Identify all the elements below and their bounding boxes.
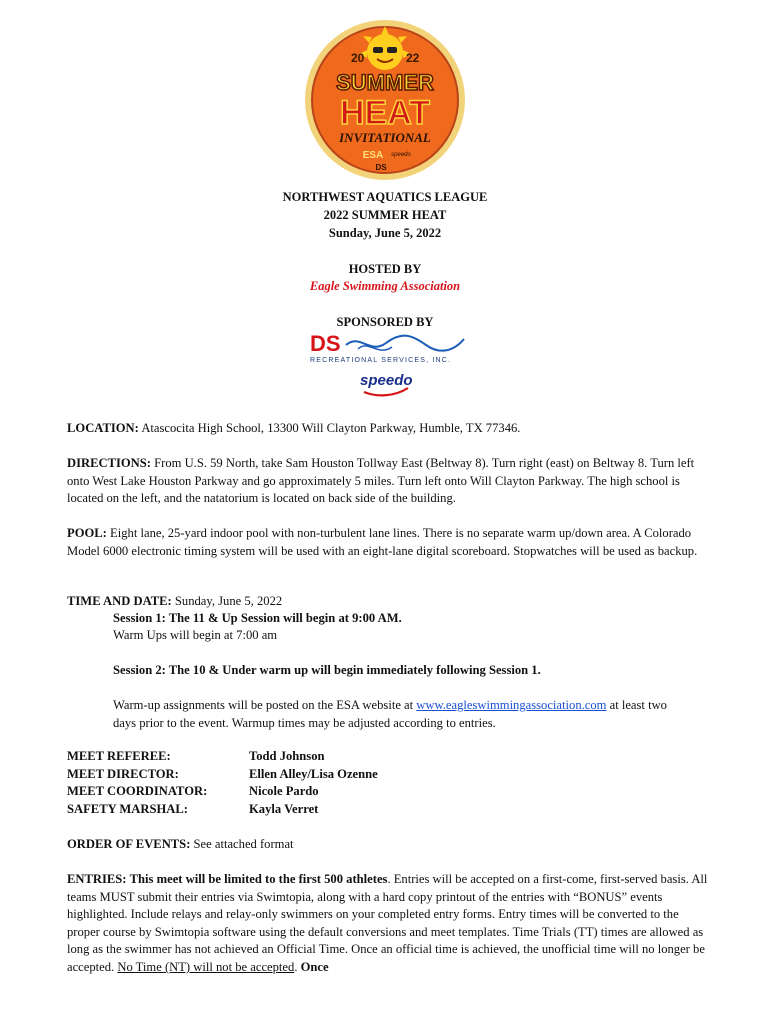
staff-role: MEET COORDINATOR: xyxy=(67,784,208,799)
staff-row xyxy=(67,801,378,819)
time-date-label: TIME AND DATE: xyxy=(67,594,172,608)
warmup-post-text: at least two days prior to the event. Warmup times may be adjusted according to entries. xyxy=(113,698,667,730)
no-time-note: No Time (NT) will not be accepted xyxy=(117,959,295,974)
entries-label: ENTRIES: xyxy=(67,872,127,886)
warmup-assignments xyxy=(113,697,683,732)
pool-label: POOL: xyxy=(67,526,107,540)
directions-text: From U.S. 59 North, take Sam Houston Tollway East (Beltway 8). Turn right (east) on Beltway 8. Turn left onto West Lake Houston Parkway and go approximately 5 miles. Turn left onto Will Clayton Parkway. The high school is located on the left, and the natatorium is located on back side of the building. xyxy=(67,456,695,506)
logo-year-right: 22 xyxy=(406,51,420,65)
session1-warmup-text: Warm Ups will begin at 7:00 am xyxy=(113,628,278,642)
logo-badge-ds: DS xyxy=(375,163,387,172)
location-section xyxy=(67,420,712,438)
logo-badge-esa: ESA xyxy=(362,150,384,161)
event-title: 2022 SUMMER HEAT xyxy=(323,208,447,222)
logo-word-heat: HEAT xyxy=(339,94,431,132)
entries-text: . Entries will be accepted on a first-come, first-served basis. All teams MUST submit their entries via Swimtopia, along with a hard copy printout of the entries with “BONUS” events highlighted. Include relays and relay-only swimmers on your completed entry forms. Entry times will be converted to the proper course by Swimtopia software using the default conversions and meet templates. Time Trials (TT) times are allowed as long as the swimmer has not achieved an Official Time. Once an official time is achieved, the unofficial time will no longer be accepted. xyxy=(67,872,708,974)
order-label: ORDER OF EVENTS: xyxy=(67,837,191,851)
order-text: See attached format xyxy=(193,837,294,851)
staff-name: Todd Johnson xyxy=(249,749,325,763)
time-date-text: Sunday, June 5, 2022 xyxy=(174,594,283,608)
entries-section xyxy=(67,871,712,977)
speedo-logo xyxy=(358,369,416,399)
staff-role: MEET DIRECTOR: xyxy=(67,766,179,781)
wave-icon xyxy=(346,336,464,351)
entries-tail-bold: Once xyxy=(300,959,329,974)
staff-row xyxy=(67,748,378,766)
time-date-section xyxy=(67,593,712,611)
location-label: LOCATION: xyxy=(67,421,139,435)
order-section xyxy=(67,836,712,854)
logo-badge-speedo: speedo xyxy=(391,152,411,158)
meet-staff-list xyxy=(67,748,378,818)
host-name: Eagle Swimming Association xyxy=(309,279,461,293)
logo-year-left: 20 xyxy=(351,51,365,65)
location-text: Atascocita High School, 13300 Will Clayton Parkway, Humble, TX 77346. xyxy=(141,421,521,435)
warmup-pre-text: Warm-up assignments will be posted on the ESA website at xyxy=(113,698,417,712)
pool-text: Eight lane, 25-yard indoor pool with non-turbulent lane lines. There is no separate warm up/down area. A Colorado Model 6000 electronic timing system will be used with an eight-lane digital scoreboard. Stopwatches will be used as backup. xyxy=(67,526,698,558)
league-title: NORTHWEST AQUATICS LEAGUE xyxy=(282,190,488,204)
sponsored-by-label: SPONSORED BY xyxy=(336,315,434,329)
staff-name: Kayla Verret xyxy=(249,801,319,816)
staff-role: MEET REFEREE: xyxy=(67,749,171,763)
session2-text: Session 2: The 10 & Under warm up will begin immediately following Session 1. xyxy=(113,663,541,677)
event-date: Sunday, June 5, 2022 xyxy=(328,226,442,240)
session1-text: Session 1: The 11 & Up Session will begin at 9:00 AM. xyxy=(113,611,402,625)
ds-letters: DS xyxy=(310,331,341,356)
pool-section xyxy=(67,525,712,560)
staff-role: SAFETY MARSHAL: xyxy=(67,801,188,816)
directions-section xyxy=(67,455,712,508)
logo-word-invitational: INVITATIONAL xyxy=(339,130,431,145)
entries-limit-text: This meet will be limited to the first 500 athletes xyxy=(129,872,388,886)
hosted-by-label: HOSTED BY xyxy=(348,262,422,276)
entries-tail: . xyxy=(294,959,301,974)
staff-name: Ellen Alley/Lisa Ozenne xyxy=(249,766,378,781)
speedo-swoosh-icon xyxy=(364,388,408,395)
staff-name: Nicole Pardo xyxy=(249,784,319,799)
staff-row xyxy=(67,783,378,801)
speedo-wordmark: speedo xyxy=(360,372,413,389)
ds-tagline: RECREATIONAL SERVICES, INC. xyxy=(310,357,452,364)
logo-word-summer: SUMMER xyxy=(336,70,434,95)
esa-website-link[interactable]: www.eagleswimmingassociation.com xyxy=(416,698,607,712)
ds-recreational-logo xyxy=(308,331,468,365)
summer-heat-logo xyxy=(303,18,467,182)
directions-label: DIRECTIONS: xyxy=(67,456,151,470)
staff-row xyxy=(67,766,378,784)
